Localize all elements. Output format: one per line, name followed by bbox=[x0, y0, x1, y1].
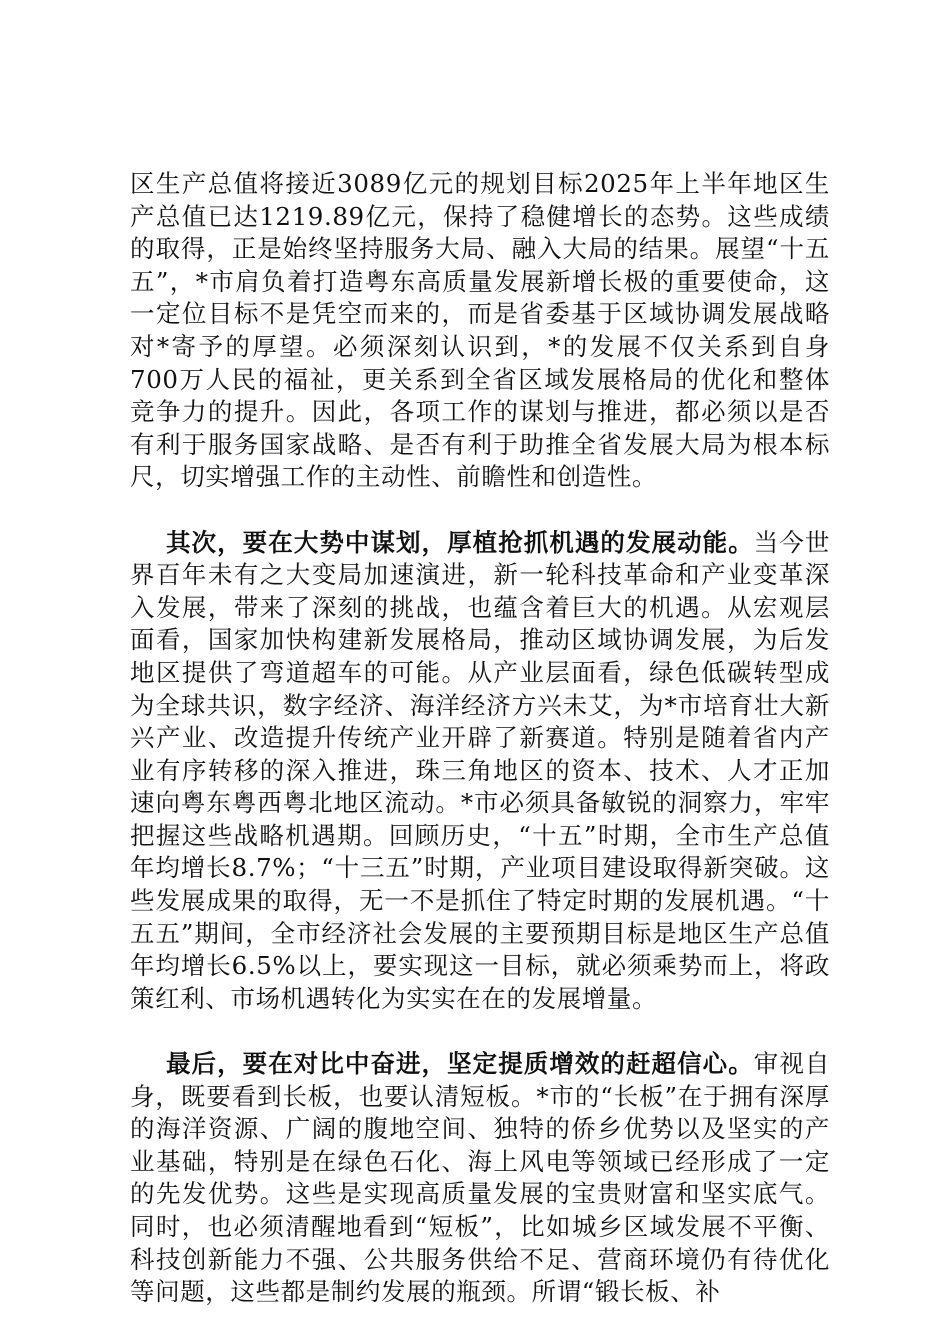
paragraph-1 bbox=[130, 168, 830, 494]
paragraph-3 bbox=[130, 1048, 830, 1309]
paragraph-2 bbox=[130, 527, 830, 1016]
document-body bbox=[130, 168, 830, 1309]
paragraph-3-lead: 最后，要在对比中奋进，坚定提质增效的赶超信心。 bbox=[166, 1049, 754, 1079]
paragraph-3-text: 审视自身，既要看到长板，也要认清短板。*市的“长板”在于拥有深厚的海洋资源、广阔的腹地空间、独特的侨乡优势以及坚实的产业基础，特别是在绿色石化、海上风电等领域已经形成了一定的先发优势。这些是实现高质量发展的宝贵财富和坚实底气。同时，也必须清醒地看到“短板”，比如城乡区域发展不平衡、科技创新能力不强、公共服务供给不足、营商环境仍有待优化等问题，这些都是制约发展的瓶颈。所谓“锻长板、补 bbox=[130, 1049, 830, 1307]
paragraph-2-text: 当今世界百年未有之大变局加速演进，新一轮科技革命和产业变革深入发展，带来了深刻的挑战，也蕴含着巨大的机遇。从宏观层面看，国家加快构建新发展格局，推动区域协调发展，为后发地区提供了弯道超车的可能。从产业层面看，绿色低碳转型成为全球共识，数字经济、海洋经济方兴未艾，为*市培育壮大新兴产业、改造提升传统产业开辟了新赛道。特别是随着省内产业有序转移的深入推进，珠三角地区的资本、技术、人才正加速向粤东粤西粤北地区流动。*市必须具备敏锐的洞察力，牢牢把握这些战略机遇期。回顾历史，“十五”时期，全市生产总值年均增长8.7%；“十三五”时期，产业项目建设取得新突破。这些发展成果的取得，无一不是抓住了特定时期的发展机遇。“十五五”期间，全市经济社会发展的主要预期目标是地区生产总值年均增长6.5%以上，要实现这一目标，就必须乘势而上，将政策红利、市场机遇转化为实实在在的发展增量。 bbox=[130, 527, 830, 1013]
paragraph-2-lead: 其次，要在大势中谋划，厚植抢抓机遇的发展动能。 bbox=[166, 527, 754, 557]
paragraph-1-text: 区生产总值将接近3089亿元的规划目标2025年上半年地区生产总值已达1219.89亿元，保持了稳健增长的态势。这些成绩的取得，正是始终坚持服务大局、融入大局的结果。展望“十五五”，*市肩负着打造粤东高质量发展新增长极的重要使命，这一定位目标不是凭空而来的，而是省委基于区域协调发展战略对*寄予的厚望。必须深刻认识到，*的发展不仅关系到自身700万人民的福祉，更关系到全省区域发展格局的优化和整体竞争力的提升。因此，各项工作的谋划与推进，都必须以是否有利于服务国家战略、是否有利于助推全省发展大局为根本标尺，切实增强工作的主动性、前瞻性和创造性。 bbox=[130, 169, 830, 492]
